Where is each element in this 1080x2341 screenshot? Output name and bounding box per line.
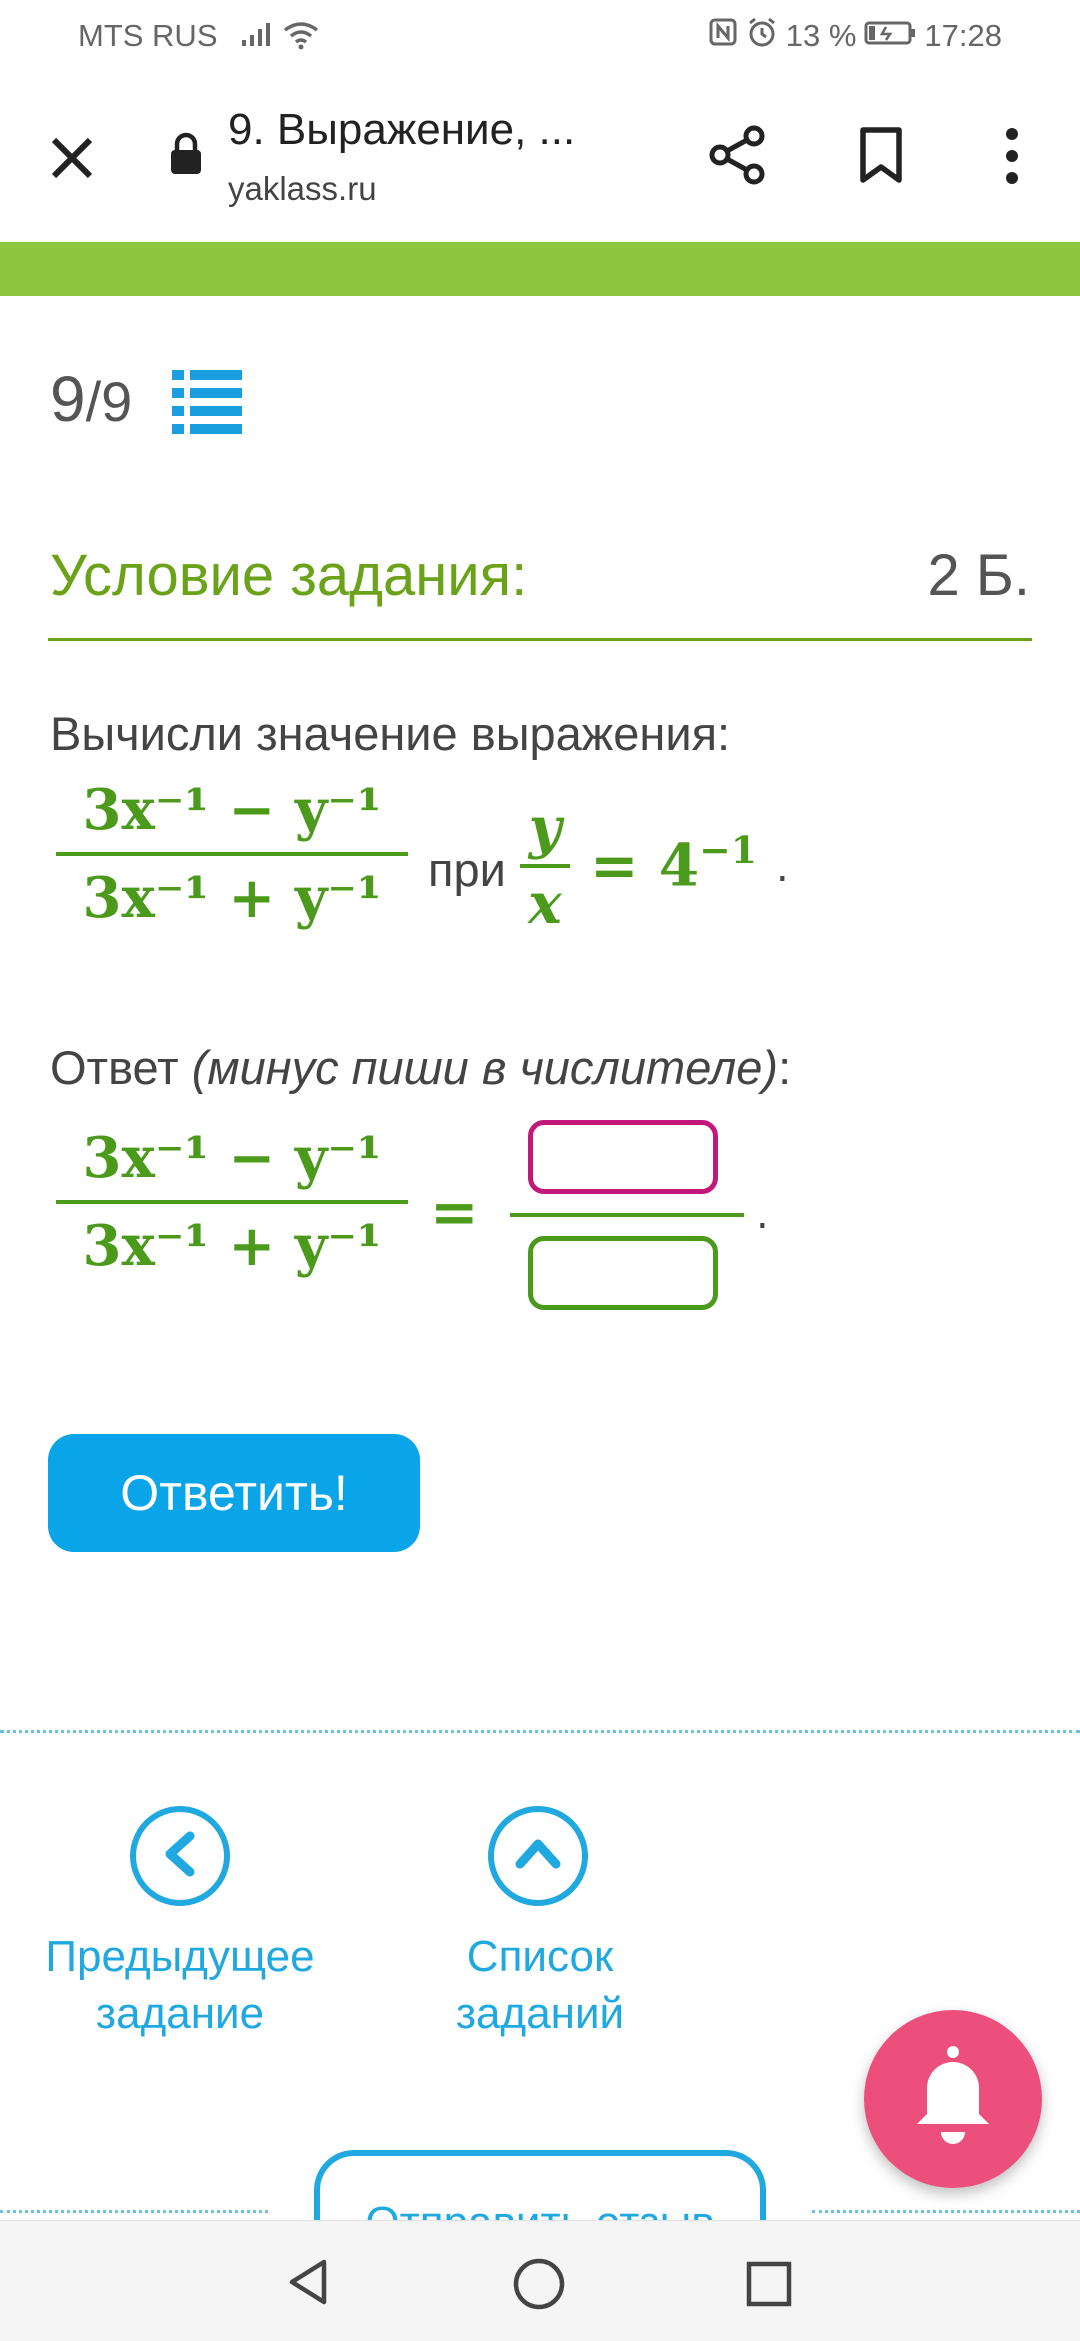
dotted-divider (0, 2210, 268, 2213)
dotted-divider (812, 2210, 1080, 2213)
clock: 17:28 (924, 18, 1002, 53)
alarm-icon (746, 16, 778, 56)
task-list-link[interactable]: Список заданий (455, 1932, 625, 2038)
condition-word: при (428, 843, 506, 896)
chevron-up-icon (514, 1834, 562, 1878)
status-bar (0, 0, 1080, 74)
close-icon[interactable] (48, 134, 96, 186)
ratio-value: = $4^{-1}$ (590, 828, 757, 900)
task-list-button[interactable] (488, 1806, 588, 1906)
back-icon[interactable] (284, 2257, 332, 2311)
answer-hint: (минус пиши в числителе) (191, 1041, 779, 1094)
battery-icon (864, 18, 916, 54)
numerator-input[interactable] (528, 1120, 718, 1194)
bell-icon (905, 2042, 1001, 2156)
bookmark-icon[interactable] (858, 126, 904, 188)
home-icon[interactable] (512, 2257, 566, 2315)
exponent: −1 (699, 828, 757, 872)
previous-task-button[interactable] (130, 1806, 230, 1906)
denominator-input[interactable] (528, 1236, 718, 1310)
fraction-bar (520, 864, 570, 868)
chevron-left-icon (160, 1830, 200, 1882)
equals-sign: = (430, 1178, 479, 1246)
signal-icon (240, 22, 272, 52)
fraction-bar (56, 1200, 408, 1204)
page-url: yaklass.ru (228, 170, 377, 207)
status-indicators (708, 16, 1002, 56)
task-points: 2 Б. (927, 543, 1030, 608)
ratio-denominator: x (528, 871, 562, 937)
expression-numerator: 3x⁻¹ − y⁻¹ (82, 777, 382, 843)
battery-percent: 13 % (785, 18, 857, 53)
site-header-strip (0, 242, 1080, 296)
ratio-numerator: y (528, 795, 562, 861)
answer-label: Ответ (минус пиши в числителе): (50, 1041, 792, 1094)
notifications-button[interactable] (864, 2010, 1042, 2188)
task-instruction: Вычисли значение выражения: (50, 707, 731, 760)
answer-expression-fraction (56, 1125, 408, 1279)
task-current: 9 (50, 363, 86, 435)
task-counter (50, 362, 132, 436)
share-icon[interactable] (708, 124, 768, 190)
previous-task-link[interactable]: Предыдущее задание (45, 1932, 315, 2038)
expression-denominator: 3x⁻¹ + y⁻¹ (82, 865, 382, 931)
condition-heading: Условие задания: (50, 543, 528, 608)
task-total: /9 (85, 370, 133, 433)
system-navigation-bar (0, 2220, 1080, 2341)
lock-icon (168, 132, 204, 180)
fraction-bar (56, 852, 408, 856)
task-list-icon[interactable] (172, 368, 242, 440)
dotted-divider (0, 1730, 1080, 1733)
period: . (756, 1192, 769, 1238)
more-options-icon[interactable] (1002, 126, 1022, 190)
browser-toolbar (0, 74, 1080, 242)
answer-fraction-bar (510, 1213, 744, 1217)
ratio-fraction (520, 795, 570, 937)
nfc-icon (708, 17, 738, 55)
period: . (776, 845, 789, 891)
answer-expression-numerator: 3x⁻¹ − y⁻¹ (82, 1125, 382, 1191)
heading-divider (48, 638, 1032, 641)
recents-icon[interactable] (746, 2261, 792, 2311)
submit-answer-button[interactable]: Ответить! (48, 1434, 420, 1552)
wifi-icon (282, 20, 320, 54)
expression-fraction (56, 777, 408, 931)
answer-expression-denominator: 3x⁻¹ + y⁻¹ (82, 1213, 382, 1279)
carrier-name: MTS RUS (78, 18, 218, 53)
page-title: 9. Выражение, ... (228, 105, 576, 154)
